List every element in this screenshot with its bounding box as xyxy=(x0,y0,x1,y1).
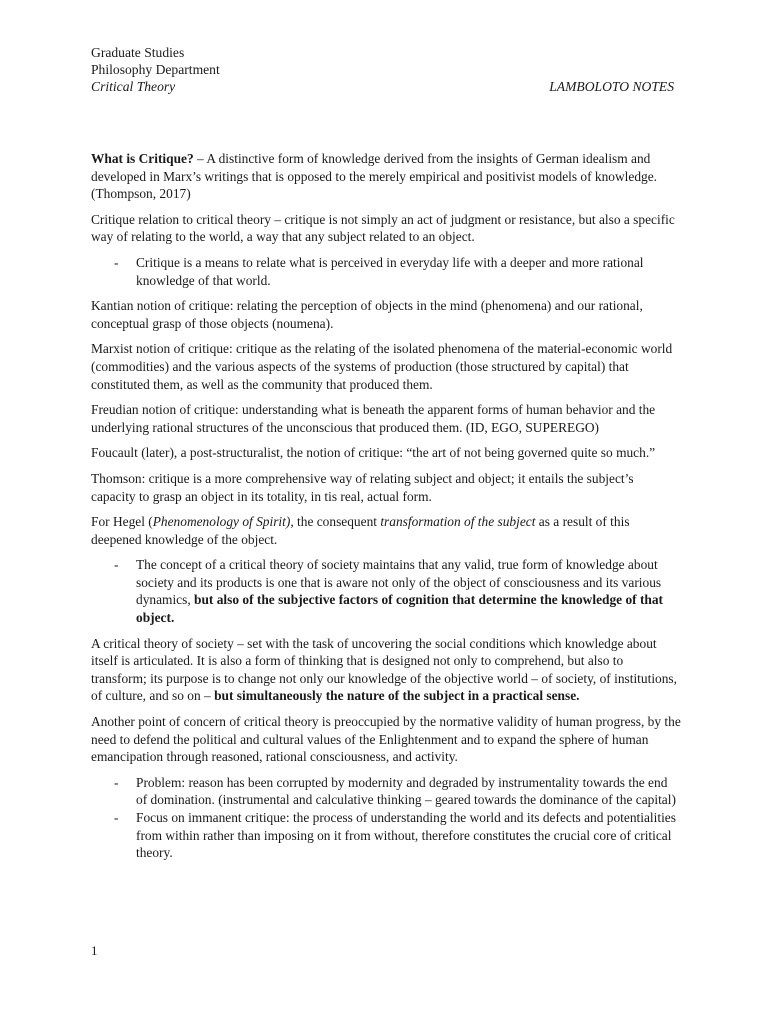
header-line-department: Philosophy Department xyxy=(91,62,220,77)
paragraph-critique-relation: Critique relation to critical theory – critique is not simply an act of judgment or resistance, but also a specific way of relating to the world, a way that any subject related to an object. xyxy=(91,211,675,245)
paragraph-text: as a result of this deepened knowledge of the object. xyxy=(91,514,630,547)
document-body xyxy=(91,150,681,870)
work-title: Phenomenology of Spirit), xyxy=(152,514,294,530)
paragraph-text: For Hegel ( xyxy=(91,514,153,530)
list-item xyxy=(136,556,681,626)
paragraph-what-is-critique xyxy=(91,150,681,203)
list-item-text: The concept of a critical theory of society maintains that any valid, true form of knowledge about society and its products is one that is aware not only of the object of consciousness and its various dynamics, xyxy=(136,557,662,608)
paragraph-heading: What is Critique? xyxy=(91,151,194,166)
paragraph-normative-validity: Another point of concern of critical theory is preoccupied by the normative validity of human progress, by the need to defend the political and cultural values of the Enlightenment and to expand the sphere of human emancipation through reasoned, rational consciousness, and activity. xyxy=(91,714,681,765)
bullet-list xyxy=(91,556,681,626)
header-line-graduate-studies: Graduate Studies xyxy=(91,45,185,60)
paragraph-kantian: Kantian notion of critique: relating the perception of objects in the mind (phenomena) and our rational, conceptual grasp of those objects (noumena). xyxy=(91,298,643,331)
emphasis-text: transformation of the subject xyxy=(380,514,536,530)
list-item: - Problem: reason has been corrupted by modernity and degraded by instrumentality towards the end of domination. (instrumental and calculative thinking – geared towards the dominance of the capital) xyxy=(136,774,681,809)
header-line-course: Critical Theory xyxy=(91,79,176,94)
bullet-list xyxy=(91,254,681,289)
paragraph-text: the consequent xyxy=(293,514,381,530)
paragraph-marxist: Marxist notion of critique: critique as the relating of the isolated phenomena of the material-economic world (commodities) and the various aspects of the systems of production (those structured by capital) that constituted them, as well as the community that produced them. xyxy=(91,341,673,392)
paragraph-hegel xyxy=(91,513,681,548)
list-item: - Critique is a means to relate what is perceived in everyday life with a deeper and more rational knowledge of that world. xyxy=(136,254,681,289)
paragraph-text: A critical theory of society – set with the task of uncovering the social conditions which knowledge about itself is articulated. It is also a form of thinking that is designed not only to comprehend, but also to transform; its purpose is to change not only our knowledge of the objective world – of society, of institutions, of culture, and so on – xyxy=(91,635,677,704)
paragraph-text: – A distinctive form of knowledge derived from the insights of German idealism and developed in Marx’s writings that is opposed to the merely empirical and positivist models of knowledge. (Thompson, 2017) xyxy=(91,151,658,202)
paragraph-foucault: Foucault (later), a post-structuralist, the notion of critique: “the art of not being governed quite so much.” xyxy=(91,445,656,461)
header-notes-title: LAMBOLOTO NOTES xyxy=(549,79,674,94)
list-item: - Focus on immanent critique: the process of understanding the world and its defects and potentialities from within rather than imposing on it from without, therefore constitutes the crucial core of critical theory. xyxy=(136,809,681,862)
list-item-emphasis: but also of the subjective factors of cognition that determine the knowledge of that object. xyxy=(136,592,664,626)
bullet-list xyxy=(91,774,681,862)
paragraph-critical-theory-of-society xyxy=(91,635,681,705)
document-header xyxy=(91,44,674,95)
paragraph-emphasis: but simultaneously the nature of the subject in a practical sense. xyxy=(214,688,580,704)
paragraph-thomson: Thomson: critique is a more comprehensive way of relating subject and object; it entails the subject’s capacity to grasp an object in its totality, in tis real, actual form. xyxy=(91,470,634,504)
paragraph-freudian: Freudian notion of critique: understanding what is beneath the apparent forms of human behavior and the underlying rational structures of the unconscious that produced them. (ID, EGO, SUPEREGO) xyxy=(91,402,656,435)
page-number: 1 xyxy=(91,943,98,958)
